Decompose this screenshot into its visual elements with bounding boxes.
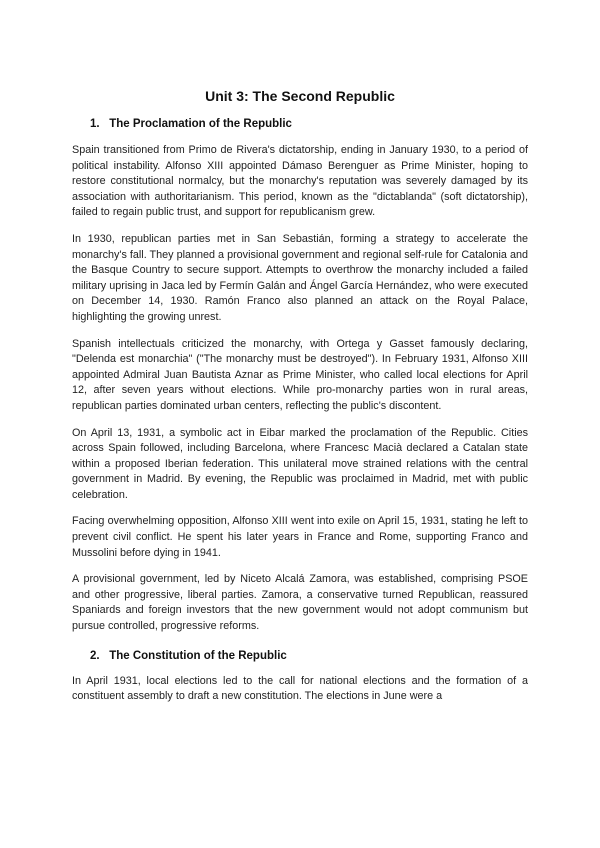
page-title: Unit 3: The Second Republic	[205, 88, 395, 104]
section-heading-proclamation	[90, 118, 528, 130]
paragraph: A provisional government, led by Niceto Alcalá Zamora, was established, comprising PSOE and other progressive, liberal parties. Zamora, a conservative turned Republican, reassured Spaniards and foreign investors that the new government would not adopt communism but pursue controlled, progressive reforms.	[72, 573, 528, 633]
paragraph: Spanish intellectuals criticized the monarchy, with Ortega y Gasset famously declaring, "Delenda est monarchia" ("The monarchy must be destroyed"). In February 1931, Alfonso XIII appointed Admiral Juan Bautista Aznar as Prime Minister, who called local elections for April 12, after seven years without elections. While pro-monarchy parties won in rural areas, republican parties dominated urban centers, reflecting the public's discontent.	[72, 337, 528, 412]
section-number: 2.	[90, 649, 100, 662]
paragraph: Facing overwhelming opposition, Alfonso XIII went into exile on April 15, 1931, stating he left to prevent civil conflict. He spent his later years in France and Rome, supporting Franco and Mussolini before dying in 1941.	[72, 515, 528, 559]
paragraph: On April 13, 1931, a symbolic act in Eibar marked the proclamation of the Republic. Cities across Spain followed, including Barcelona, where Francesc Macià declared a Catalan state within a proposed Iberian federation. This unilateral move strained relations with the central government in Madrid. By evening, the Republic was proclaimed in Madrid, met with public celebration.	[72, 426, 528, 501]
paragraph: In April 1931, local elections led to the call for national elections and the formation of a constituent assembly to draft a new constitution. The elections in June were a	[72, 674, 528, 703]
paragraph: In 1930, republican parties met in San Sebastián, forming a strategy to accelerate the monarchy's fall. They planned a provisional government and regional self-rule for Catalonia and the Basque Country to secure support. Attempts to overthrow the monarchy included a failed military uprising in Jaca led by Fermín Galán and Ángel García Hernández, who were executed on December 14, 1930. Ramón Franco also planned an attack on the Royal Palace, highlighting the growing unrest.	[72, 232, 528, 323]
section-title: The Proclamation of the Republic	[109, 118, 292, 130]
section-number: 1.	[90, 118, 100, 130]
document-body	[72, 118, 528, 716]
section-heading-constitution	[90, 650, 528, 662]
section-title: The Constitution of the Republic	[109, 649, 287, 662]
paragraph: Spain transitioned from Primo de Rivera's dictatorship, ending in January 1930, to a period of political instability. Alfonso XIII appointed Dámaso Berenguer as Prime Minister, hoping to restore constitutional normalcy, but the monarchy's reputation was severely damaged by its association with authoritarianism. This period, known as the "dictablanda" (soft dictatorship), failed to regain public trust, and support for republicanism grew.	[72, 144, 528, 219]
